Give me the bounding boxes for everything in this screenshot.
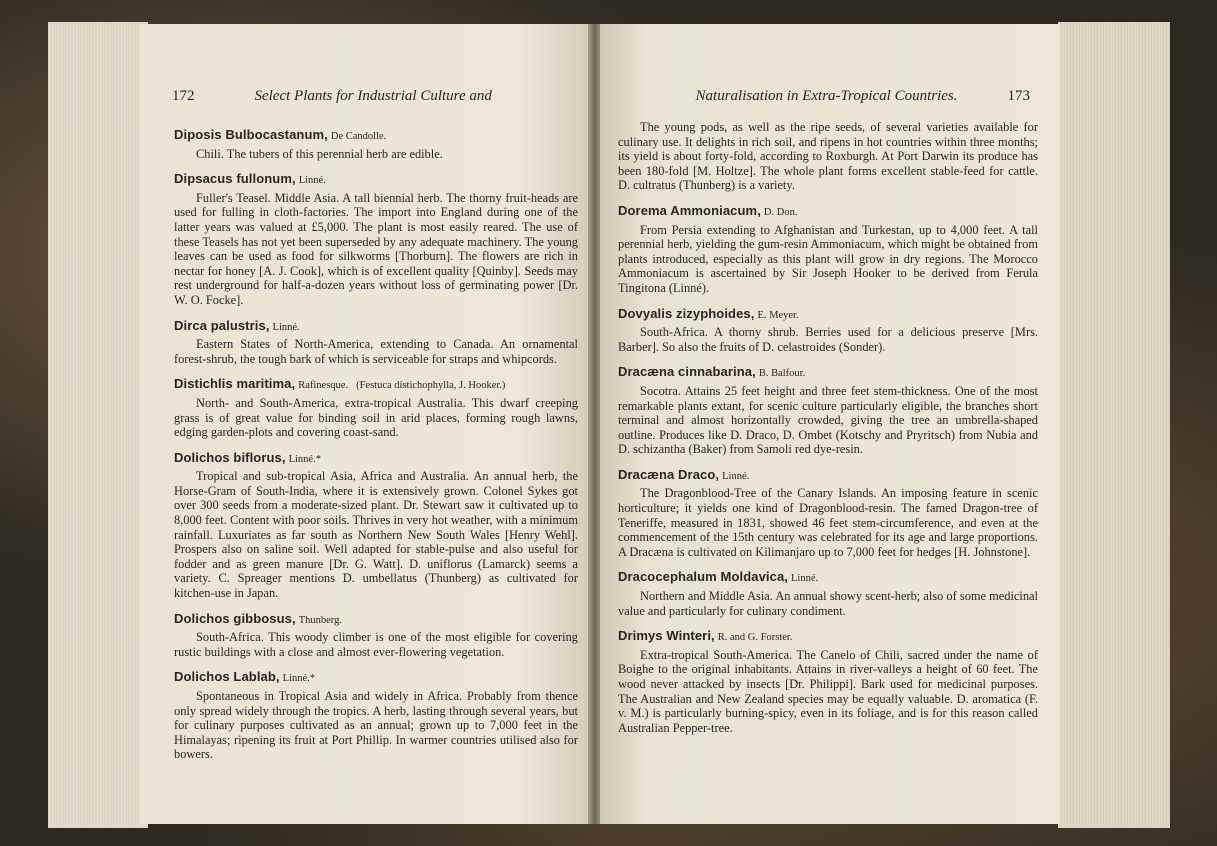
entry-text: Spontaneous in Tropical Asia and widely in Africa. Probably from thence only spread widely through the tropics. A herb, lasting through several years, but for culinary purposes cultivated as an annual; grown up to 7,000 feet in the Himalayas; ripening its fruit at Port Phillip. In warmer countries utilised also for bowers. — [174, 689, 578, 762]
continuation-text: The young pods, as well as the ripe seeds, of several varieties available for culinary use. It delights in rich soil, and ripens in hot countries within three months; its yield is about forty-fold, according to Roxburgh. At Port Darwin its produce has been 180-fold [M. Holtze]. The whole plant forms excellent stable-feed for cattle. D. cultratus (Thunberg) is a variety. — [618, 120, 1038, 193]
entry-text: Northern and Middle Asia. An annual showy scent-herb; also of some medicinal value and particularly for culinary condiment. — [618, 589, 1038, 618]
right-running-head — [610, 88, 1030, 105]
entry-name: Dracæna Draco, — [618, 466, 720, 482]
entry-name: Dracocephalum Moldavica, — [618, 569, 789, 585]
entry-authority: Thunberg. — [298, 614, 342, 626]
entry-name: Dracæna cinnabarina, — [618, 364, 756, 380]
page-edges-right — [1058, 22, 1170, 828]
entry-name: Distichlis maritima, — [174, 376, 296, 392]
left-column — [174, 128, 578, 773]
entry — [174, 377, 578, 439]
entry-name: Dolichos biflorus, — [174, 449, 286, 465]
left-running-title: Select Plants for Industrial Culture and — [254, 88, 492, 104]
entry-text: Chili. The tubers of this perennial herb are edible. — [196, 146, 443, 161]
entry-synonym: (Festuca distichophylla, J. Hooker.) — [356, 380, 506, 392]
entry-authority: De Candolle. — [330, 131, 387, 142]
entry-text: North- and South-America, extra-tropical Australia. This dwarf creeping grass is of great value for binding soil in arid places, forming rough lawns, edging garden-plots and covering coast-sand. — [174, 395, 578, 440]
entry — [174, 451, 578, 601]
entry-authority: E. Meyer. — [757, 309, 799, 321]
entry-text: Fuller's Teasel. Middle Asia. A tall biennial herb. The thorny fruit-heads are used for fulling in cloth-factories. The import into England during one of the latter years was valued at £5,000. The plant is most easily reared. The use of these Teasels has not yet been superseded by any adequate machinery. The young leaves can be used as food for silkworms [Thorburn]. The flowers are rich in nectar for honey [A. J. Cook], which is of excellent quality [Quinby]. Seeds may rest underground for half-a-dozen years without loss of germinating power [Dr. W. O. Focke]. — [174, 190, 578, 307]
entry — [174, 670, 578, 762]
entry — [618, 629, 1038, 735]
entry-name: Dorema Ammoniacum, — [618, 202, 761, 218]
entry-text: From Persia extending to Afghanistan and Turkestan, up to 4,000 feet. A tall perennial herb, yielding the gum-resin Ammoniacum, which might be obtained from plants introduced, especially as this plant will grow in dry regions. The Morocco Ammoniacum is ascertained by Sir Joseph Hooker to be derived from Ferula Tingitona (Linné). — [618, 222, 1038, 295]
entry-authority: Linné.* — [282, 673, 315, 685]
right-running-title: Naturalisation in Extra-Tropical Countries. — [695, 88, 958, 104]
entry-authority: Linné. — [272, 321, 300, 333]
right-page — [600, 24, 1060, 824]
entry-name: Drimys Winteri, — [618, 628, 715, 644]
right-column — [618, 120, 1038, 746]
right-page-number: 173 — [1007, 88, 1030, 104]
entry — [174, 128, 578, 161]
entry-name: Dolichos gibbosus, — [174, 610, 296, 626]
entry-authority: B. Balfour. — [758, 368, 806, 380]
entry-text: Eastern States of North-America, extending to Canada. An ornamental forest-shrub, the tough bark of which is serviceable for straps and whipcords. — [174, 337, 578, 366]
entry-name: Dovyalis zizyphoides, — [618, 305, 755, 321]
entry-text: The Dragonblood-Tree of the Canary Islands. An imposing feature in scenic horticulture; it yields one kind of Dragonblood-resin. The famed Dragon-tree of Teneriffe, measured in 1831, showed 46 feet stem-circumference, and even at the commencement of the 15th century was celebrated for its age and large proportions. A Dracæna is cultivated on Kilimanjaro up to 7,000 feet for hedges [H. Johnstone]. — [618, 486, 1038, 559]
entry-text: Tropical and sub-tropical Asia, Africa and Australia. An annual herb, the Horse-Gram of South-India, where it is extensively grown. Colonel Sykes got over 300 seeds from a moderate-sized plant. Dr. Stewart saw it cultivated up to 8,000 feet. Content with poor soils. Thrives in very hot weather, with a minimum rainfall. Luxuriates as far south as Northern New South Wales [Henry Wehl]. Prospers also on saline soil. Well adapted for stable-pulse and also useful for fodder and as green manure [Dr. G. Watt]. D. uniflorus (Lamarck) seems a variety. C. Spreager mentions D. umbellatus (Thunberg) as cultivated for kitchen-use in Japan. — [174, 469, 578, 601]
entry-name: Dirca palustris, — [174, 317, 270, 333]
entry — [174, 319, 578, 367]
entry — [618, 307, 1038, 355]
entry-name: Dipsacus fullonum, — [174, 171, 296, 187]
entry-name: Diposis Bulbocastanum, — [174, 127, 328, 142]
entry-continuation — [618, 120, 1038, 193]
entry-authority: Linné. — [298, 175, 326, 187]
entry-authority: Linné.* — [288, 453, 321, 465]
page-edges-left — [48, 22, 148, 828]
entry-name: Dolichos Lablab, — [174, 669, 280, 685]
entry-text: Extra-tropical South-America. The Canelo of Chili, sacred under the name of Boighe to the original inhabitants. Attains in river-valleys a height of 60 feet. The wood never attacked by insects [Dr. Philippi]. Bark used for medicinal purposes. The Australian and New Zealand species may be equally valuable. D. aromatica (F. v. M.) is particularly burning-spicy, even in its foliage, and is for this reason called Australian Pepper-tree. — [618, 647, 1038, 735]
entry-authority: Linné. — [722, 470, 750, 482]
entry-authority: Linné. — [791, 573, 819, 585]
entry — [618, 365, 1038, 457]
entry — [618, 204, 1038, 296]
entry-text: South-Africa. A thorny shrub. Berries used for a delicious preserve [Mrs. Barber]. So also the fruits of D. celastroides (Sonder). — [618, 325, 1038, 354]
entry — [174, 172, 578, 307]
entry-text: Socotra. Attains 25 feet height and three feet stem-thickness. One of the most remarkable plants extant, for scenic culture particularly eligible, the branches short terminal and almost horizontally crowded, giving the tree an umbrella-shaped outline. Produces like D. Draco, D. Ombet (Kotschy and Pryritsch) from Nubia and D. schizantha (Baker) from Samoli red dye-resin. — [618, 383, 1038, 457]
entry — [618, 468, 1038, 560]
entry-authority: R. and G. Forster. — [717, 632, 793, 644]
entry-text: South-Africa. This woody climber is one of the most eligible for covering rustic buildings with a close and almost ever-flowering vegetation. — [174, 630, 578, 659]
entry-authority: D. Don. — [763, 206, 798, 218]
left-running-head — [172, 88, 572, 105]
entry-authority: Rafinesque. — [298, 380, 349, 392]
left-page-number: 172 — [172, 88, 195, 104]
left-page — [140, 24, 590, 824]
entry — [618, 570, 1038, 618]
entry — [174, 612, 578, 660]
